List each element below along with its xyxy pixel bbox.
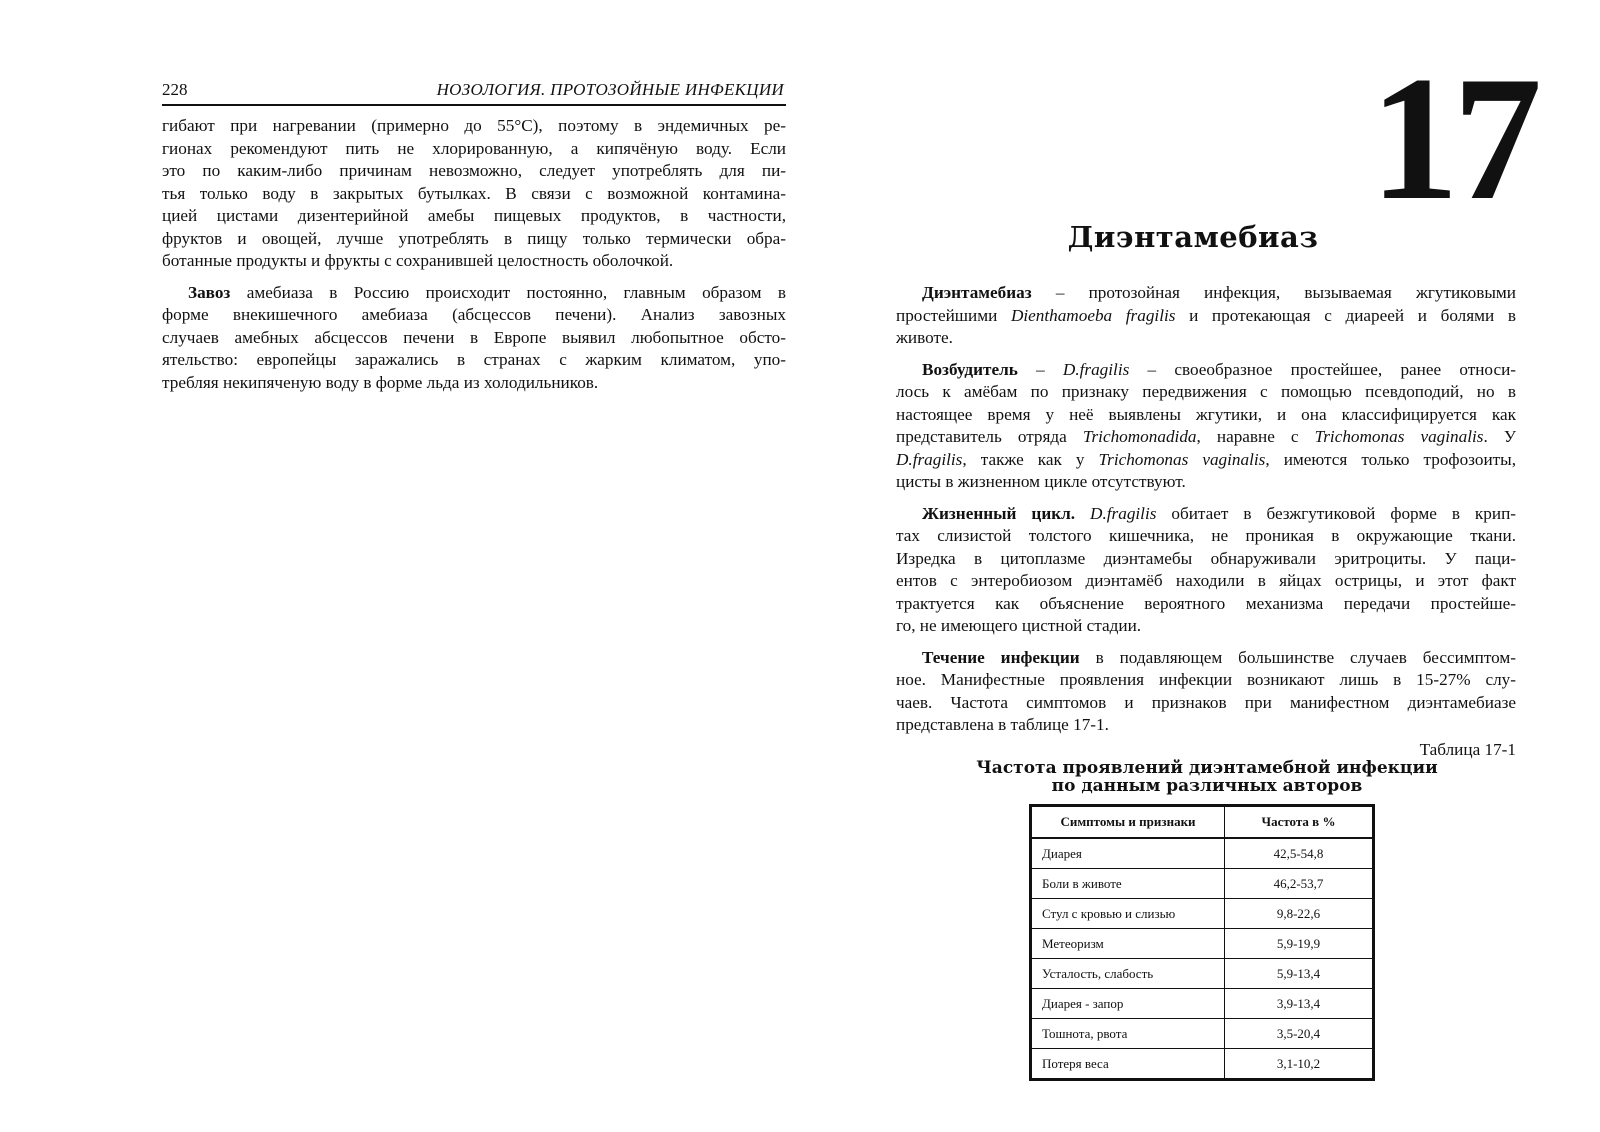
table-title-line: Частота проявлений диэнтамебной инфекции (976, 758, 1438, 778)
text-run: обитает в безжгутиковой форме в крип- (1156, 503, 1516, 523)
term-agent: Возбудитель (922, 359, 1018, 379)
text-line (896, 503, 1516, 526)
text-line: ентов с энтеробиозом диэнтамёб находили в яйцах острицы, и этот факт (896, 571, 1516, 590)
text-line: чаев. Частота симптомов и признаков при манифестном диэнтамебиазе (896, 692, 1516, 712)
term-course: Течение инфекции (922, 647, 1080, 667)
text-line: цисты в жизненном цикле отсутствуют. (896, 472, 1186, 491)
table-row (1032, 929, 1373, 959)
table-header-row (1032, 807, 1373, 839)
text-line: трактуется как объяснение вероятного механизма передачи простейше- (896, 593, 1516, 613)
text-run: , также как у (962, 449, 1099, 469)
page-number: 228 (162, 80, 188, 99)
running-title: НОЗОЛОГИЯ. ПРОТОЗОЙНЫЕ ИНФЕКЦИИ (436, 80, 784, 99)
term-zavoz: Завоз (188, 282, 231, 302)
table-cell-symptom: Диарея - запор (1032, 989, 1225, 1019)
species-name: D.fragilis (1090, 503, 1157, 523)
table-cell-symptom: Боли в животе (1032, 869, 1225, 899)
table-row (1032, 899, 1373, 929)
paragraph-boiling (162, 115, 786, 273)
text-line: настоящее время у неё выявлены жгутики, и она классифицируется как (896, 404, 1516, 424)
text-run (1075, 504, 1090, 523)
table-label: Таблица 17-1 (1419, 740, 1516, 759)
text-run: амебиаза в Россию происходит постоянно, главным образом в (230, 282, 786, 302)
paragraph-agent (896, 359, 1516, 494)
table-cell-symptom: Потеря веса (1032, 1049, 1225, 1079)
text-line: представлена в таблице 17-1. (896, 715, 1109, 734)
text-run: – протозойная инфекция, вызываемая жгутиковыми (1031, 283, 1516, 302)
text-line (896, 449, 1516, 472)
text-line: ботанные продукты и фрукты с сохранившей целостность оболочкой. (162, 251, 674, 270)
table-cell-frequency: 46,2-53,7 (1225, 869, 1373, 899)
text-line: цией цистами дизентерийной амебы пищевых продуктов, в частности, (162, 206, 786, 225)
text-line: гионах рекомендуют пить не хлорированную, а кипячёную воду. Если (162, 138, 786, 158)
table-cell-frequency: 5,9-19,9 (1225, 929, 1373, 959)
text-line: гибают при нагревании (примерно до 55°С), поэтому в эндемичных ре- (162, 116, 786, 135)
text-run: – (1017, 359, 1063, 379)
text-run: простейшими (896, 305, 1011, 325)
text-line (896, 282, 1516, 305)
text-run: – своеобразное простейшее, ранее относи- (1129, 359, 1517, 379)
text-line: случаев амебных абсцессов печени в Европе выявил любопытное обсто- (162, 327, 786, 347)
table-cell-frequency: 42,5-54,8 (1225, 838, 1373, 869)
species-name: Dienthamoeba fragilis (1010, 305, 1176, 325)
table-row (1032, 869, 1373, 899)
text-run: . У (1483, 427, 1517, 446)
table-cell-frequency: 9,8-22,6 (1225, 899, 1373, 929)
chapter-number: 17 (1370, 39, 1536, 237)
left-body-text (162, 115, 786, 403)
text-line: требляя некипяченую воду в форме льда из холодильников. (162, 372, 599, 392)
text-line (896, 305, 1516, 328)
table-title-line: по данным различных авторов (1051, 776, 1363, 796)
text-line: го, не имеющего цистной стадии. (896, 616, 1142, 635)
order-name: Trichomonadida (1082, 427, 1197, 446)
text-line: фруктов и овощей, лучше употреблять в пищу только термически обра- (162, 228, 786, 248)
paragraph-definition (896, 282, 1516, 350)
text-line (896, 359, 1516, 382)
text-line: форме внекишечного амебиаза (абсцессов печени). Анализ завозных (162, 305, 786, 324)
paragraph-course (896, 647, 1516, 737)
text-run: в подавляющем большинстве случаев бессимптом- (1079, 647, 1516, 667)
table-row (1032, 1049, 1373, 1079)
text-run: , наравне с (1196, 427, 1315, 446)
text-line (896, 647, 1516, 670)
right-body-text (896, 282, 1516, 746)
text-line: Изредка в цитоплазме диэнтамебы обнаруживали эритроциты. У паци- (896, 548, 1516, 568)
data-table (1031, 806, 1373, 1079)
table-row (1032, 989, 1373, 1019)
table-cell-frequency: 3,5-20,4 (1225, 1019, 1373, 1049)
species-name: D.fragilis (1062, 359, 1130, 379)
table-cell-symptom: Стул с кровью и слизью (1032, 899, 1225, 929)
table-cell-symptom: Тошнота, рвота (1032, 1019, 1225, 1049)
text-line (896, 426, 1516, 449)
table-cell-symptom: Усталость, слабость (1032, 959, 1225, 989)
text-line: это по каким-либо причинам невозможно, следует употреблять для пи- (162, 161, 786, 180)
table-cell-frequency: 3,9-13,4 (1225, 989, 1373, 1019)
species-name: Trichomonas vaginalis (1098, 449, 1266, 469)
text-line (162, 282, 786, 305)
species-name: Trichomonas vaginalis (1314, 427, 1484, 446)
term-life-cycle: Жизненный цикл. (922, 503, 1076, 523)
text-line: ное. Манифестные проявления инфекции возникают лишь в 15-27% слу- (896, 670, 1516, 689)
table-row (1032, 959, 1373, 989)
text-run: , имеются только трофозоиты, (1265, 449, 1516, 469)
table-row (1032, 1019, 1373, 1049)
paragraph-life-cycle (896, 503, 1516, 638)
running-header (162, 80, 786, 106)
species-name: D.fragilis (896, 449, 963, 469)
symptom-frequency-table (1029, 804, 1375, 1081)
column-header: Частота в % (1225, 807, 1373, 839)
table-row (1032, 838, 1373, 869)
text-run: и протекающая с диареей и болями в (1175, 305, 1516, 325)
term-dientamebiaz: Диэнтамебиаз (922, 283, 1032, 302)
text-line: животе. (896, 328, 953, 347)
table-cell-frequency: 5,9-13,4 (1225, 959, 1373, 989)
paragraph-import (162, 282, 786, 395)
text-line: ятельство: европейцы заражались в странах с жарким климатом, упо- (162, 350, 786, 369)
table-cell-symptom: Диарея (1032, 838, 1225, 869)
chapter-title: Диэнтамебиаз (1067, 220, 1319, 254)
text-line: лось к амёбам по признаку передвижения с помощью псевдоподий, но в (896, 382, 1516, 401)
text-line: тах слизистой толстого кишечника, не проникая в окружающие ткани. (896, 526, 1516, 545)
text-run: представитель отряда (896, 427, 1083, 446)
table-cell-symptom: Метеоризм (1032, 929, 1225, 959)
column-header: Симптомы и признаки (1032, 807, 1225, 839)
table-cell-frequency: 3,1-10,2 (1225, 1049, 1373, 1079)
table-title (975, 759, 1439, 795)
text-line: тья только воду в закрытых бутылках. В связи с возможной контамина- (162, 183, 786, 203)
